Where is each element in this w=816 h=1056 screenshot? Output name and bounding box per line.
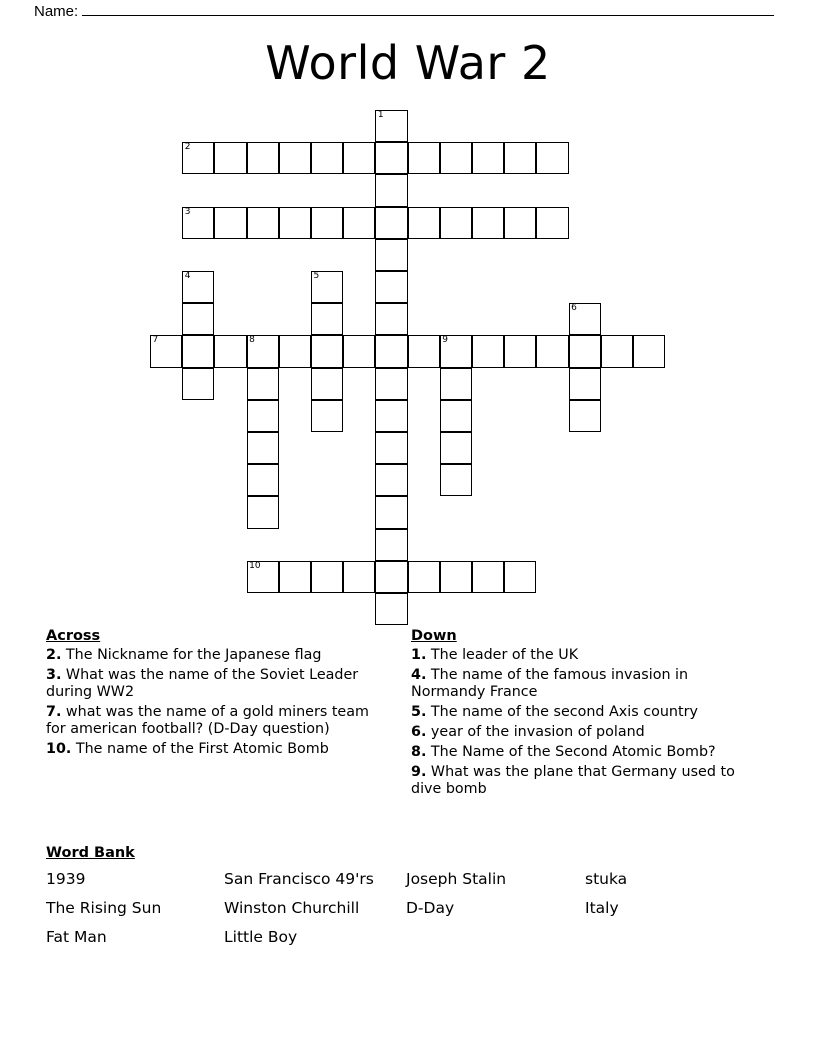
grid-cell-number: 2 bbox=[184, 142, 191, 153]
grid-cell[interactable] bbox=[440, 561, 472, 593]
grid-cell[interactable] bbox=[343, 207, 375, 239]
across-clue-text: The Nickname for the Japanese flag bbox=[61, 647, 322, 663]
grid-cell-number: 7 bbox=[152, 335, 159, 346]
down-clue-text: year of the invasion of poland bbox=[426, 724, 645, 740]
grid-cell[interactable] bbox=[375, 561, 407, 593]
word-bank-row bbox=[46, 928, 776, 947]
word-bank-word[interactable]: D-Day bbox=[406, 899, 455, 917]
grid-cell[interactable] bbox=[247, 464, 279, 496]
across-clue-text: The name of the First Atomic Bomb bbox=[71, 741, 329, 757]
grid-cell[interactable] bbox=[343, 335, 375, 367]
grid-cell[interactable] bbox=[311, 561, 343, 593]
grid-cell[interactable] bbox=[214, 207, 246, 239]
down-clue-number: 9. bbox=[411, 764, 427, 780]
grid-cell-number: 6 bbox=[571, 303, 577, 314]
word-bank-word[interactable]: 1939 bbox=[46, 870, 86, 888]
grid-cell[interactable] bbox=[601, 335, 633, 367]
grid-cell-number: 5 bbox=[313, 271, 320, 281]
grid-cell[interactable] bbox=[408, 142, 440, 174]
down-clue bbox=[411, 744, 751, 761]
word-bank-row bbox=[46, 870, 776, 889]
grid-cell[interactable] bbox=[536, 335, 568, 367]
word-bank-word[interactable]: San Francisco 49'rs bbox=[224, 870, 374, 888]
grid-cell[interactable] bbox=[375, 496, 407, 528]
across-clue-text: What was the name of the Soviet Leader during WW2 bbox=[46, 667, 359, 700]
across-heading: Across bbox=[46, 628, 101, 644]
grid-cell[interactable] bbox=[633, 335, 665, 367]
grid-cell-number: 8 bbox=[249, 335, 255, 346]
grid-cell[interactable] bbox=[472, 335, 504, 367]
grid-cell[interactable] bbox=[472, 207, 504, 239]
grid-cell[interactable] bbox=[375, 335, 407, 367]
grid-cell[interactable] bbox=[311, 303, 343, 335]
grid-cell[interactable] bbox=[311, 207, 343, 239]
down-clue-text: The name of the second Axis country bbox=[426, 704, 698, 720]
grid-cell[interactable] bbox=[440, 432, 472, 464]
grid-cell[interactable] bbox=[408, 561, 440, 593]
down-clue-text: The name of the famous invasion in Normandy France bbox=[411, 667, 689, 700]
grid-cell[interactable] bbox=[311, 142, 343, 174]
across-clue bbox=[46, 704, 386, 738]
grid-cell-numbered[interactable] bbox=[440, 335, 472, 367]
grid-cell-number: 10 bbox=[249, 560, 261, 571]
grid-cell[interactable] bbox=[311, 368, 343, 400]
down-clue-number: 1. bbox=[411, 647, 427, 663]
grid-cell[interactable] bbox=[247, 142, 279, 174]
grid-cell[interactable] bbox=[247, 432, 279, 464]
across-column bbox=[46, 628, 386, 761]
grid-cell[interactable] bbox=[375, 174, 407, 206]
grid-cell[interactable] bbox=[343, 561, 375, 593]
across-clue-text: what was the name of a gold miners team for american football? (D-Day question) bbox=[46, 704, 369, 737]
down-clue bbox=[411, 724, 751, 741]
grid-cell-numbered[interactable] bbox=[375, 110, 407, 142]
down-clue bbox=[411, 764, 751, 798]
grid-cell-number: 4 bbox=[184, 271, 191, 281]
grid-cell[interactable] bbox=[214, 142, 246, 174]
grid-cell[interactable] bbox=[440, 207, 472, 239]
grid-cell[interactable] bbox=[375, 368, 407, 400]
across-clue-number: 10. bbox=[46, 741, 72, 757]
grid-cell[interactable] bbox=[375, 593, 407, 625]
word-bank-word[interactable]: Italy bbox=[585, 899, 619, 917]
name-label: Name: bbox=[34, 3, 79, 20]
grid-cell-number: 9 bbox=[442, 335, 449, 346]
down-clue-text: The leader of the UK bbox=[426, 647, 579, 663]
grid-cell[interactable] bbox=[375, 271, 407, 303]
across-clue-list bbox=[46, 647, 386, 758]
grid-cell[interactable] bbox=[569, 335, 601, 367]
grid-cell[interactable] bbox=[247, 496, 279, 528]
grid-cell[interactable] bbox=[375, 464, 407, 496]
grid-cell[interactable] bbox=[182, 303, 214, 335]
across-clue-number: 3. bbox=[46, 667, 62, 683]
grid-cell[interactable] bbox=[472, 561, 504, 593]
down-column bbox=[411, 628, 751, 801]
down-clue bbox=[411, 667, 751, 701]
grid-cell[interactable] bbox=[247, 400, 279, 432]
grid-cell[interactable] bbox=[279, 561, 311, 593]
grid-cell[interactable] bbox=[375, 529, 407, 561]
across-clue bbox=[46, 667, 386, 701]
down-clue-list bbox=[411, 647, 751, 798]
grid-cell[interactable] bbox=[504, 561, 536, 593]
grid-cell-numbered[interactable] bbox=[247, 561, 279, 593]
grid-cell[interactable] bbox=[279, 142, 311, 174]
grid-cell-numbered[interactable] bbox=[182, 207, 214, 239]
grid-cell[interactable] bbox=[343, 142, 375, 174]
grid-cell[interactable] bbox=[311, 335, 343, 367]
grid-cell-numbered[interactable] bbox=[247, 335, 279, 367]
grid-cell[interactable] bbox=[279, 335, 311, 367]
grid-cell[interactable] bbox=[375, 142, 407, 174]
grid-cell-numbered[interactable] bbox=[311, 271, 343, 303]
word-bank-empty bbox=[406, 928, 585, 947]
down-clue-number: 5. bbox=[411, 704, 427, 720]
down-clue-number: 6. bbox=[411, 724, 427, 740]
grid-cell[interactable] bbox=[375, 400, 407, 432]
word-bank-word[interactable]: The Rising Sun bbox=[46, 899, 162, 917]
word-bank-word[interactable]: Fat Man bbox=[46, 928, 107, 946]
word-bank-heading: Word Bank bbox=[46, 845, 135, 861]
across-clue bbox=[46, 647, 386, 664]
page-title: World War 2 bbox=[265, 36, 551, 90]
word-bank-word[interactable]: Winston Churchill bbox=[224, 899, 360, 917]
grid-cell[interactable] bbox=[440, 368, 472, 400]
grid-cell[interactable] bbox=[214, 335, 246, 367]
down-heading: Down bbox=[411, 628, 457, 644]
word-bank-word[interactable]: Joseph Stalin bbox=[406, 870, 507, 888]
grid-cell[interactable] bbox=[440, 400, 472, 432]
down-clue bbox=[411, 704, 751, 721]
word-bank-rows bbox=[46, 870, 776, 947]
across-clue-number: 7. bbox=[46, 704, 62, 720]
down-clue-number: 8. bbox=[411, 744, 427, 760]
grid-cell[interactable] bbox=[375, 239, 407, 271]
grid-cell[interactable] bbox=[440, 142, 472, 174]
word-bank-word[interactable]: Little Boy bbox=[224, 928, 298, 946]
grid-cell[interactable] bbox=[375, 207, 407, 239]
grid-cell[interactable] bbox=[375, 303, 407, 335]
word-bank-section bbox=[46, 845, 776, 957]
grid-cell[interactable] bbox=[311, 400, 343, 432]
grid-cell[interactable] bbox=[279, 207, 311, 239]
grid-cell[interactable] bbox=[504, 335, 536, 367]
down-clue-text: What was the plane that Germany used to dive bomb bbox=[411, 764, 735, 797]
grid-cell[interactable] bbox=[536, 207, 568, 239]
grid-cell[interactable] bbox=[247, 207, 279, 239]
grid-cell[interactable] bbox=[408, 207, 440, 239]
grid-cell-number: 1 bbox=[377, 110, 384, 120]
grid-cell[interactable] bbox=[440, 464, 472, 496]
grid-cell-numbered[interactable] bbox=[150, 335, 182, 367]
word-bank-row bbox=[46, 899, 776, 918]
word-bank-word[interactable]: stuka bbox=[585, 870, 628, 888]
grid-cell-numbered[interactable] bbox=[569, 303, 601, 335]
grid-cell[interactable] bbox=[247, 368, 279, 400]
grid-cell[interactable] bbox=[504, 142, 536, 174]
down-clue-text: The Name of the Second Atomic Bomb? bbox=[426, 744, 716, 760]
grid-cell[interactable] bbox=[569, 400, 601, 432]
grid-cell[interactable] bbox=[569, 368, 601, 400]
down-clue bbox=[411, 647, 751, 664]
grid-cell[interactable] bbox=[182, 335, 214, 367]
grid-cell[interactable] bbox=[472, 142, 504, 174]
grid-cell[interactable] bbox=[182, 368, 214, 400]
grid-cell-numbered[interactable] bbox=[182, 142, 214, 174]
across-clue bbox=[46, 741, 386, 758]
across-clue-number: 2. bbox=[46, 647, 62, 663]
word-bank-empty bbox=[585, 928, 735, 947]
down-clue-number: 4. bbox=[411, 667, 427, 683]
grid-cell-numbered[interactable] bbox=[182, 271, 214, 303]
grid-cell-number: 3 bbox=[184, 206, 191, 217]
grid-cell[interactable] bbox=[408, 335, 440, 367]
grid-cell[interactable] bbox=[536, 142, 568, 174]
grid-cell[interactable] bbox=[375, 432, 407, 464]
grid-cell[interactable] bbox=[504, 207, 536, 239]
